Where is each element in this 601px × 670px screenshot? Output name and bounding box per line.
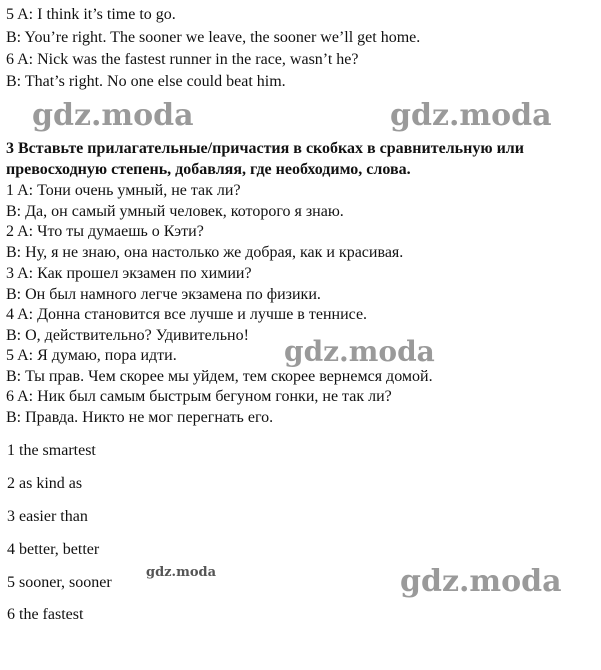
watermark: gdz.moda [32, 98, 194, 133]
russian-line: 5 A: Я думаю, пора идти. [6, 347, 177, 364]
russian-line: B: Правда. Никто не мог перегнать его. [6, 409, 274, 426]
russian-line: B: Он был намного легче экзамена по физики. [6, 286, 321, 303]
watermark: gdz.moda [146, 565, 217, 580]
watermark: gdz.moda [400, 564, 562, 599]
russian-line: B: О, действительно? Удивительно! [6, 327, 249, 344]
english-line: B: You’re right. The sooner we leave, the sooner we’ll get home. [6, 29, 421, 46]
russian-line: B: Ну, я не знаю, она настолько же добрая, как и красивая. [6, 244, 404, 261]
watermark: gdz.moda [284, 335, 435, 368]
answer-line: 1 the smartest [7, 442, 96, 459]
answer-line: 2 as kind as [7, 475, 83, 492]
answer-line: 3 easier than [7, 508, 88, 525]
russian-line: B: Да, он самый умный человек, которого я знаю. [6, 203, 344, 220]
russian-line: 3 A: Как прошел экзамен по химии? [6, 265, 252, 282]
english-line: 6 A: Nick was the fastest runner in the race, wasn’t he? [6, 51, 359, 68]
task-title-line-2: превосходную степень, добавляя, где необходимо, слова. [6, 161, 411, 178]
watermark: gdz.moda [390, 98, 552, 133]
answer-line: 4 better, better [7, 541, 100, 558]
russian-line: 4 A: Донна становится все лучше и лучше в теннисе. [6, 306, 368, 323]
answer-line: 6 the fastest [7, 606, 84, 623]
english-line: B: That’s right. No one else could beat him. [6, 73, 286, 90]
english-line: 5 A: I think it’s time to go. [6, 6, 176, 23]
russian-line: 1 A: Тони очень умный, не так ли? [6, 182, 241, 199]
russian-line: 2 A: Что ты думаешь о Кэти? [6, 223, 204, 240]
answer-line: 5 sooner, sooner [7, 574, 112, 591]
russian-line: 6 A: Ник был самым быстрым бегуном гонки, не так ли? [6, 388, 392, 405]
russian-line: B: Ты прав. Чем скорее мы уйдем, тем скорее вернемся домой. [6, 368, 433, 385]
task-title-line-1: 3 Вставьте прилагательные/причастия в скобках в сравнительную или [6, 140, 524, 157]
